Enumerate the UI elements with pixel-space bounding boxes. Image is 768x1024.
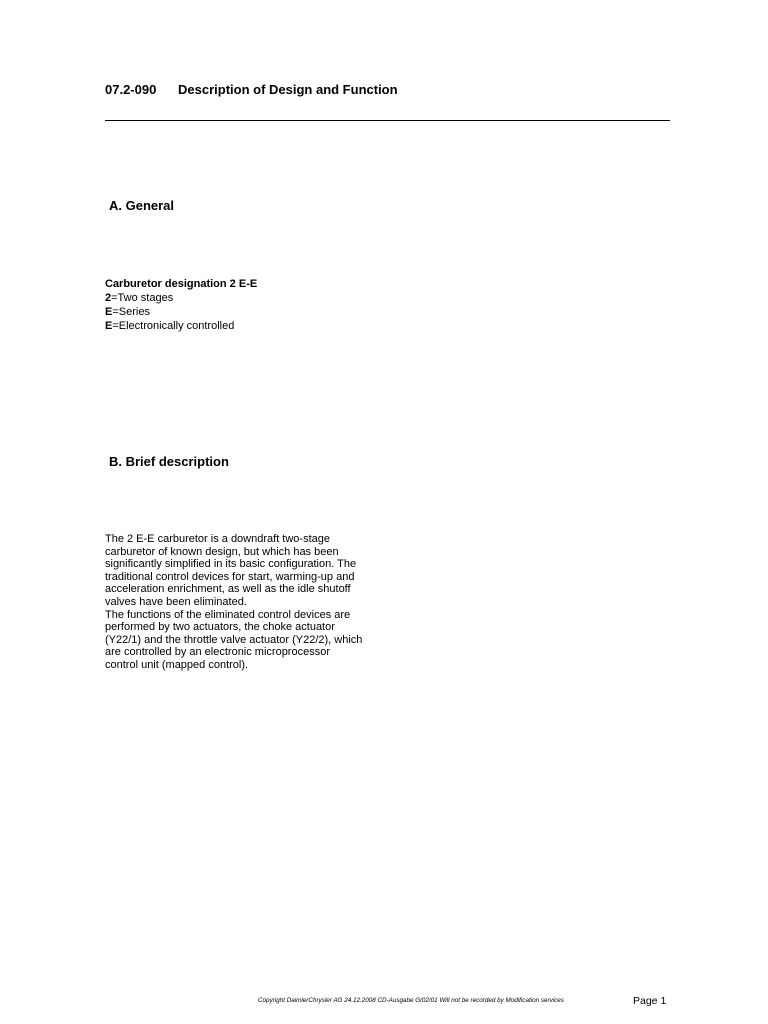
description-line: The 2 E-E carburetor is a downdraft two-stage (105, 533, 330, 545)
designation-code: E (105, 306, 113, 318)
document-title: Description of Design and Function (178, 82, 398, 97)
page-number: Page 1 (633, 995, 667, 1007)
section-a-heading: A. General (109, 198, 175, 213)
designation-code: 2 (105, 292, 112, 304)
carburetor-designation-block (105, 277, 257, 333)
footer-copyright: Copyright DaimlerChrysler AG 24.12.2008 CD-Ausgabe G/02/01 Will not be recorded by Modification services (258, 997, 564, 1004)
designation-item (105, 291, 257, 305)
designation-title: Carburetor designation 2 E-E (105, 278, 258, 290)
brief-description-paragraph (105, 533, 390, 672)
description-line: valves have been eliminated. (105, 595, 247, 608)
document-number: 07.2-090 (105, 82, 157, 97)
designation-code: E (105, 320, 113, 332)
designation-meaning: =Two stages (111, 292, 174, 304)
description-line: carburetor of known design, but which has been (105, 545, 339, 558)
designation-item (105, 319, 257, 333)
description-line: acceleration enrichment, as well as the idle shutoff (105, 583, 351, 596)
designation-meaning: =Electronically controlled (112, 320, 235, 332)
designation-item (105, 305, 257, 319)
description-line: traditional control devices for start, warming-up and (105, 570, 355, 583)
description-line: (Y22/1) and the throttle valve actuator (Y22/2), which (105, 633, 363, 646)
designation-meaning: =Series (112, 306, 150, 318)
description-line: performed by two actuators, the choke actuator (105, 621, 335, 634)
description-line: The functions of the eliminated control devices are (105, 608, 351, 621)
section-b-heading: B. Brief description (109, 454, 229, 469)
description-line: control unit (mapped control). (105, 658, 249, 671)
description-line: are controlled by an electronic microprocessor (105, 646, 330, 659)
header-divider (105, 120, 670, 121)
description-line: significantly simplified in its basic configuration. The (105, 558, 357, 571)
page-header (105, 82, 398, 97)
